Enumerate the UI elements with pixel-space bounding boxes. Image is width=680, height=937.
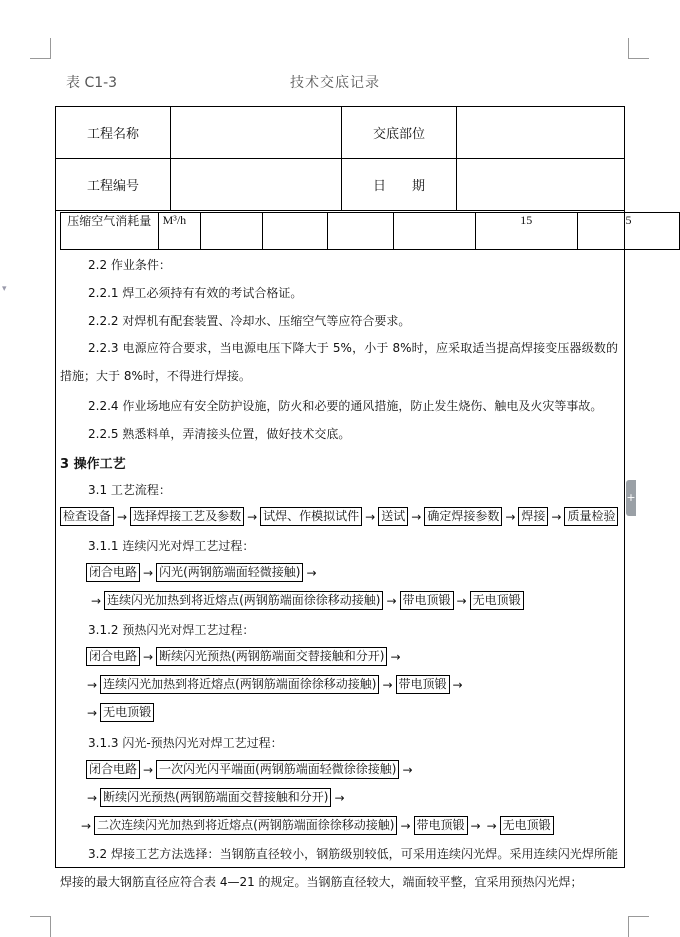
margin-marker-icon: ▾ (2, 284, 7, 294)
arrow-icon: → (117, 509, 128, 524)
section-3-1-3: 3.1.3 闪光-预热闪光对焊工艺过程： (88, 736, 283, 750)
flow-step: 二次连续闪光加热到将近熔点(两钢筋端面徐徐移动接触) (94, 816, 397, 835)
arrow-icon: → (402, 762, 413, 777)
arrow-icon: → (87, 705, 98, 720)
arrow-icon: → (390, 649, 401, 664)
arrow-icon: → (143, 649, 154, 664)
date-field[interactable] (457, 159, 625, 211)
arrow-icon: → (486, 818, 497, 833)
arrow-icon: → (91, 593, 102, 608)
flow-step: 试焊、作模拟试件 (260, 507, 362, 526)
form-number: 表 C1-3 (66, 75, 118, 91)
arrow-icon: → (411, 509, 422, 524)
flow-step: 断续闪光预热(两钢筋端面交替接触和分开) (156, 647, 387, 666)
section-3-1-1: 3.1.1 连续闪光对焊工艺过程： (88, 539, 255, 553)
expand-tab-button[interactable]: + (626, 480, 636, 516)
section-3-heading: 3 操作工艺 (60, 457, 126, 472)
project-code-field[interactable] (171, 159, 342, 211)
arrow-icon: → (247, 509, 258, 524)
flow-step: 连续闪光加热到将近熔点(两钢筋端面徐徐移动接触) (100, 675, 379, 694)
arrow-icon: → (87, 677, 98, 692)
arrow-icon: → (551, 509, 562, 524)
flash-preheat-flow-line-3 (78, 816, 554, 836)
flow-step: 质量检验 (564, 507, 618, 526)
gas-row-cell (393, 213, 475, 250)
flash-preheat-flow-line-2 (84, 788, 348, 808)
flow-step: 无电顶锻 (470, 591, 524, 610)
arrow-icon: → (456, 593, 467, 608)
crop-mark-top-left (30, 38, 51, 59)
gas-row-unit: M³/h (158, 213, 200, 250)
arrow-icon: → (143, 762, 154, 777)
flash-preheat-flow-line-1 (86, 760, 416, 780)
section-2-2-3: 2.2.3 电源应符合要求，当电源电压下降大于 5%，小于 8%时，应采取适当提高焊接变压器级数的措施；大于 8%时，不得进行焊接。 (60, 341, 618, 383)
crop-mark-bottom-right (628, 916, 649, 937)
project-name-field[interactable] (171, 107, 342, 159)
flow-step: 带电顶锻 (396, 675, 450, 694)
header-table (55, 106, 625, 211)
crop-mark-bottom-left (30, 916, 51, 937)
flow-step: 闭合电路 (86, 647, 140, 666)
arrow-icon: → (386, 593, 397, 608)
project-name-label: 工程名称 (56, 107, 171, 159)
arrow-icon: → (365, 509, 376, 524)
section-3-2: 3.2 焊接工艺方法选择：当钢筋直径较小，钢筋级别较低，可采用连续闪光焊。采用连续闪光焊所能焊接的最大钢筋直径应符合表 4—21 的规定。当钢筋直径较大，端面较平整，宜采用预热闪光焊； (60, 847, 618, 889)
section-2-2-4: 2.2.4 作业场地应有安全防护设施，防火和必要的通风措施，防止发生烧伤、触电及火灾等事故。 (88, 399, 603, 413)
flow-step: 检查设备 (60, 507, 114, 526)
gas-row-cell (200, 213, 262, 250)
main-process-flow (60, 507, 618, 527)
flow-step: 连续闪光加热到将近熔点(两钢筋端面徐徐移动接触) (104, 591, 383, 610)
date-label: 日 期 (342, 159, 457, 211)
flow-step: 无电顶锻 (500, 816, 554, 835)
arrow-icon: → (452, 677, 463, 692)
gas-row-cell: 15 (475, 213, 577, 250)
arrow-icon: → (334, 790, 345, 805)
project-code-label: 工程编号 (56, 159, 171, 211)
section-label: 交底部位 (342, 107, 457, 159)
section-2-2-5: 2.2.5 熟悉料单，弄清接头位置，做好技术交底。 (88, 427, 351, 441)
continuous-flow-line-1 (86, 563, 320, 583)
preheat-flow-line-3 (84, 703, 154, 723)
arrow-icon: → (505, 509, 516, 524)
flow-step: 带电顶锻 (414, 816, 468, 835)
section-3-1-2: 3.1.2 预热闪光对焊工艺过程： (88, 623, 255, 637)
gas-row-cell (328, 213, 394, 250)
section-2-2: 2.2 作业条件： (88, 258, 171, 272)
flow-step: 闭合电路 (86, 760, 140, 779)
flow-step: 无电顶锻 (100, 703, 154, 722)
gas-row-cell (262, 213, 328, 250)
arrow-icon: → (382, 677, 393, 692)
gas-row-name: 压缩空气消耗量 (61, 213, 159, 250)
arrow-icon: → (400, 818, 411, 833)
crop-mark-top-right (628, 38, 649, 59)
arrow-icon: → (87, 790, 98, 805)
flow-step: 一次闪光闪平端面(两钢筋端面轻微徐徐接触) (156, 760, 399, 779)
section-2-2-1: 2.2.1 焊工必须持有有效的考试合格证。 (88, 286, 303, 300)
preheat-flow-line-2 (84, 675, 466, 695)
gas-row-cell: 5 (577, 213, 679, 250)
gas-consumption-row (60, 212, 680, 250)
flow-step: 送试 (378, 507, 408, 526)
section-3-1: 3.1 工艺流程： (88, 483, 171, 497)
section-field[interactable] (457, 107, 625, 159)
section-2-2-2: 2.2.2 对焊机有配套装置、冷却水、压缩空气等应符合要求。 (88, 314, 411, 328)
flow-step: 闭合电路 (86, 563, 140, 582)
arrow-icon: → (143, 565, 154, 580)
arrow-icon: → (81, 818, 92, 833)
flow-step: 带电顶锻 (400, 591, 454, 610)
arrow-icon: → (470, 818, 481, 833)
flow-step: 选择焊接工艺及参数 (130, 507, 244, 526)
preheat-flow-line-1 (86, 647, 404, 667)
continuous-flow-line-2 (88, 591, 524, 611)
flow-step: 断续闪光预热(两钢筋端面交替接触和分开) (100, 788, 331, 807)
flow-step: 闪光(两钢筋端面轻微接触) (156, 563, 303, 582)
flow-step: 焊接 (518, 507, 548, 526)
document-title: 技术交底记录 (290, 75, 380, 91)
flow-step: 确定焊接参数 (424, 507, 502, 526)
arrow-icon: → (306, 565, 317, 580)
